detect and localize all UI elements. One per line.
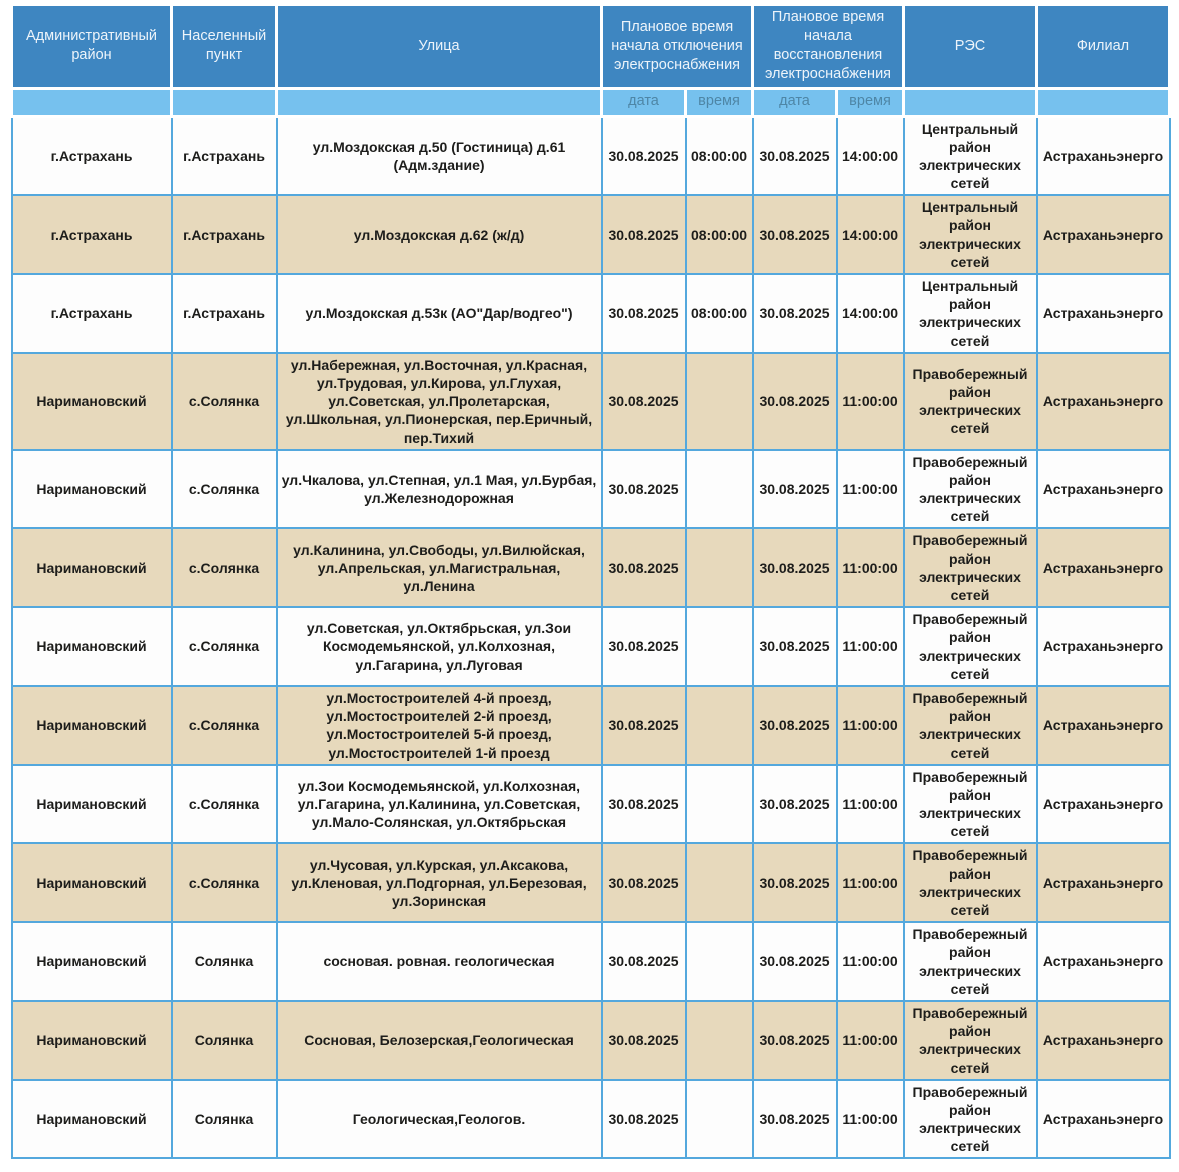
cell-branch: Астраханьэнерго xyxy=(1037,1080,1170,1159)
cell-settlement: г.Астрахань xyxy=(172,116,277,195)
table-header xyxy=(12,5,1170,117)
cell-settlement: с.Солянка xyxy=(172,686,277,765)
cell-street: сосновая. ровная. геологическая xyxy=(277,922,602,1001)
cell-branch: Астраханьэнерго xyxy=(1037,450,1170,529)
cell-on_time: 11:00:00 xyxy=(837,686,904,765)
cell-on_time: 11:00:00 xyxy=(837,607,904,686)
cell-street: Геологическая,Геологов. xyxy=(277,1080,602,1159)
cell-res: Правобережный район электрических сетей xyxy=(904,843,1037,922)
cell-street: ул.Зои Космодемьянской, ул.Колхозная, ул.Гагарина, ул.Калинина, ул.Советская, ул.Мало-Солянская, ул.Октябрьская xyxy=(277,765,602,844)
cell-off_date: 30.08.2025 xyxy=(602,686,686,765)
subheader-empty-res xyxy=(904,88,1037,116)
cell-on_time: 11:00:00 xyxy=(837,765,904,844)
cell-on_time: 11:00:00 xyxy=(837,528,904,607)
table-row xyxy=(12,922,1170,1001)
cell-settlement: г.Астрахань xyxy=(172,195,277,274)
subheader-empty-street xyxy=(277,88,602,116)
cell-district: Наримановский xyxy=(12,607,172,686)
cell-on_time: 11:00:00 xyxy=(837,1080,904,1159)
table-body xyxy=(12,116,1170,1158)
cell-off_date: 30.08.2025 xyxy=(602,1080,686,1159)
table-row xyxy=(12,528,1170,607)
subheader-restore-date: дата xyxy=(753,88,837,116)
table-row xyxy=(12,116,1170,195)
cell-settlement: с.Солянка xyxy=(172,450,277,529)
cell-on_time: 14:00:00 xyxy=(837,116,904,195)
cell-branch: Астраханьэнерго xyxy=(1037,607,1170,686)
cell-branch: Астраханьэнерго xyxy=(1037,195,1170,274)
cell-off_time xyxy=(686,528,753,607)
cell-district: Наримановский xyxy=(12,765,172,844)
cell-settlement: Солянка xyxy=(172,1080,277,1159)
cell-branch: Астраханьэнерго xyxy=(1037,274,1170,353)
cell-res: Правобережный район электрических сетей xyxy=(904,686,1037,765)
table-row xyxy=(12,607,1170,686)
col-header-district: Административный район xyxy=(12,5,172,89)
cell-branch: Астраханьэнерго xyxy=(1037,116,1170,195)
table-row xyxy=(12,1001,1170,1080)
cell-district: г.Астрахань xyxy=(12,195,172,274)
cell-off_date: 30.08.2025 xyxy=(602,353,686,450)
col-header-res: РЭС xyxy=(904,5,1037,89)
cell-on_date: 30.08.2025 xyxy=(753,607,837,686)
cell-street: ул.Чусовая, ул.Курская, ул.Аксакова, ул.Кленовая, ул.Подгорная, ул.Березовая, ул.Зоринская xyxy=(277,843,602,922)
cell-settlement: с.Солянка xyxy=(172,765,277,844)
cell-off_time xyxy=(686,843,753,922)
cell-off_time xyxy=(686,1080,753,1159)
cell-district: г.Астрахань xyxy=(12,274,172,353)
cell-on_date: 30.08.2025 xyxy=(753,450,837,529)
subheader-empty-district xyxy=(12,88,172,116)
cell-res: Правобережный район электрических сетей xyxy=(904,528,1037,607)
cell-on_time: 11:00:00 xyxy=(837,450,904,529)
cell-off_date: 30.08.2025 xyxy=(602,116,686,195)
cell-on_date: 30.08.2025 xyxy=(753,353,837,450)
cell-on_date: 30.08.2025 xyxy=(753,922,837,1001)
cell-on_date: 30.08.2025 xyxy=(753,765,837,844)
cell-street: ул.Калинина, ул.Свободы, ул.Вилюйская, ул.Апрельская, ул.Магистральная, ул.Ленина xyxy=(277,528,602,607)
cell-on_date: 30.08.2025 xyxy=(753,528,837,607)
cell-off_date: 30.08.2025 xyxy=(602,195,686,274)
cell-branch: Астраханьэнерго xyxy=(1037,1001,1170,1080)
subheader-restore-time: время xyxy=(837,88,904,116)
cell-off_date: 30.08.2025 xyxy=(602,843,686,922)
cell-off_time: 08:00:00 xyxy=(686,195,753,274)
cell-district: Наримановский xyxy=(12,922,172,1001)
cell-street: ул.Советская, ул.Октябрьская, ул.Зои Космодемьянской, ул.Колхозная, ул.Гагарина, ул.Луговая xyxy=(277,607,602,686)
cell-settlement: г.Астрахань xyxy=(172,274,277,353)
cell-street: Сосновая, Белозерская,Геологическая xyxy=(277,1001,602,1080)
cell-off_date: 30.08.2025 xyxy=(602,607,686,686)
subheader-outage-date: дата xyxy=(602,88,686,116)
subheader-empty-branch xyxy=(1037,88,1170,116)
col-header-street: Улица xyxy=(277,5,602,89)
cell-on_time: 11:00:00 xyxy=(837,843,904,922)
table-row xyxy=(12,274,1170,353)
cell-on_date: 30.08.2025 xyxy=(753,1001,837,1080)
col-header-outage-start: Плановое время начала отключения электроснабжения xyxy=(602,5,753,89)
outage-table xyxy=(10,3,1171,1159)
table-row xyxy=(12,765,1170,844)
cell-off_date: 30.08.2025 xyxy=(602,765,686,844)
cell-district: Наримановский xyxy=(12,1080,172,1159)
cell-on_date: 30.08.2025 xyxy=(753,116,837,195)
cell-settlement: Солянка xyxy=(172,922,277,1001)
table-row xyxy=(12,843,1170,922)
cell-on_time: 11:00:00 xyxy=(837,922,904,1001)
subheader-row xyxy=(12,88,1170,116)
cell-on_time: 14:00:00 xyxy=(837,274,904,353)
cell-off_time xyxy=(686,607,753,686)
cell-district: Наримановский xyxy=(12,843,172,922)
cell-district: Наримановский xyxy=(12,686,172,765)
cell-off_time: 08:00:00 xyxy=(686,274,753,353)
cell-street: ул.Моздокская д.50 (Гостиница) д.61 (Адм.здание) xyxy=(277,116,602,195)
cell-settlement: Солянка xyxy=(172,1001,277,1080)
cell-branch: Астраханьэнерго xyxy=(1037,922,1170,1001)
cell-on_time: 14:00:00 xyxy=(837,195,904,274)
cell-street: ул.Мостостроителей 4-й проезд, ул.Мостостроителей 2-й проезд, ул.Мостостроителей 5-й проезд, ул.Мостостроителей 1-й проезд xyxy=(277,686,602,765)
cell-res: Правобережный район электрических сетей xyxy=(904,922,1037,1001)
cell-off_time xyxy=(686,765,753,844)
cell-branch: Астраханьэнерго xyxy=(1037,765,1170,844)
cell-off_date: 30.08.2025 xyxy=(602,450,686,529)
cell-on_date: 30.08.2025 xyxy=(753,274,837,353)
cell-off_time xyxy=(686,450,753,529)
cell-district: Наримановский xyxy=(12,450,172,529)
table-row xyxy=(12,353,1170,450)
cell-off_time xyxy=(686,686,753,765)
cell-settlement: с.Солянка xyxy=(172,528,277,607)
cell-district: Наримановский xyxy=(12,1001,172,1080)
table-row xyxy=(12,195,1170,274)
cell-street: ул.Моздокская д.62 (ж/д) xyxy=(277,195,602,274)
cell-street: ул.Набережная, ул.Восточная, ул.Красная, ул.Трудовая, ул.Кирова, ул.Глухая, ул.Советская, ул.Пролетарская, ул.Школьная, ул.Пионерская, пер.Еричный, пер.Тихий xyxy=(277,353,602,450)
cell-settlement: с.Солянка xyxy=(172,607,277,686)
cell-street: ул.Чкалова, ул.Степная, ул.1 Мая, ул.Бурбая, ул.Железнодорожная xyxy=(277,450,602,529)
cell-off_date: 30.08.2025 xyxy=(602,528,686,607)
subheader-outage-time: время xyxy=(686,88,753,116)
cell-district: Наримановский xyxy=(12,353,172,450)
cell-off_time xyxy=(686,922,753,1001)
cell-on_date: 30.08.2025 xyxy=(753,1080,837,1159)
cell-branch: Астраханьэнерго xyxy=(1037,686,1170,765)
cell-off_date: 30.08.2025 xyxy=(602,922,686,1001)
table-row xyxy=(12,450,1170,529)
cell-off_date: 30.08.2025 xyxy=(602,274,686,353)
table-row xyxy=(12,686,1170,765)
col-header-settlement: Населенный пункт xyxy=(172,5,277,89)
cell-res: Правобережный район электрических сетей xyxy=(904,1001,1037,1080)
cell-res: Центральный район электрических сетей xyxy=(904,195,1037,274)
cell-res: Правобережный район электрических сетей xyxy=(904,353,1037,450)
header-row xyxy=(12,5,1170,89)
cell-district: г.Астрахань xyxy=(12,116,172,195)
subheader-empty-settlement xyxy=(172,88,277,116)
cell-res: Правобережный район электрических сетей xyxy=(904,765,1037,844)
cell-res: Правобережный район электрических сетей xyxy=(904,607,1037,686)
cell-on_date: 30.08.2025 xyxy=(753,195,837,274)
col-header-branch: Филиал xyxy=(1037,5,1170,89)
cell-on_date: 30.08.2025 xyxy=(753,843,837,922)
cell-res: Центральный район электрических сетей xyxy=(904,274,1037,353)
cell-on_date: 30.08.2025 xyxy=(753,686,837,765)
cell-district: Наримановский xyxy=(12,528,172,607)
cell-off_time xyxy=(686,1001,753,1080)
cell-settlement: с.Солянка xyxy=(172,353,277,450)
cell-res: Правобережный район электрических сетей xyxy=(904,1080,1037,1159)
table-row xyxy=(12,1080,1170,1159)
cell-branch: Астраханьэнерго xyxy=(1037,353,1170,450)
cell-off_time: 08:00:00 xyxy=(686,116,753,195)
cell-street: ул.Моздокская д.53к (АО"Дар/водгео") xyxy=(277,274,602,353)
cell-res: Центральный район электрических сетей xyxy=(904,116,1037,195)
cell-on_time: 11:00:00 xyxy=(837,353,904,450)
cell-res: Правобережный район электрических сетей xyxy=(904,450,1037,529)
cell-off_date: 30.08.2025 xyxy=(602,1001,686,1080)
col-header-restore-start: Плановое время начала восстановления электроснабжения xyxy=(753,5,904,89)
cell-off_time xyxy=(686,353,753,450)
cell-settlement: с.Солянка xyxy=(172,843,277,922)
cell-branch: Астраханьэнерго xyxy=(1037,528,1170,607)
cell-branch: Астраханьэнерго xyxy=(1037,843,1170,922)
cell-on_time: 11:00:00 xyxy=(837,1001,904,1080)
